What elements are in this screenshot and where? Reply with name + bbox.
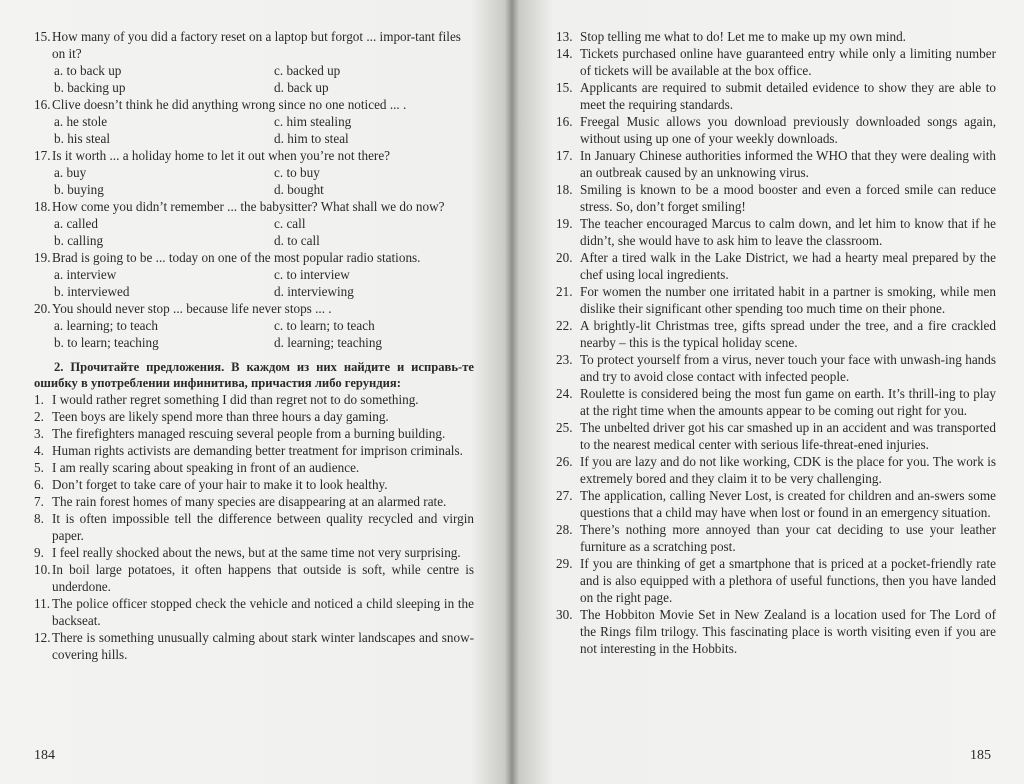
option-c: c. call bbox=[274, 216, 306, 231]
question-stem bbox=[34, 249, 474, 266]
item-number: 4. bbox=[34, 443, 44, 458]
item-number: 5. bbox=[34, 460, 44, 475]
question-number: 19. bbox=[34, 250, 51, 265]
option-d: d. learning; teaching bbox=[274, 335, 383, 350]
item-text: Teen boys are likely spend more than three hours a day gaming. bbox=[52, 409, 389, 424]
task-heading: 2. Прочитайте предложения. В каждом из них найдите и исправь-те ошибку в употреблении инфинитива, причастия либо герундия: bbox=[34, 360, 474, 390]
question-stem bbox=[34, 96, 474, 113]
exercise-item bbox=[556, 249, 996, 283]
answer-options bbox=[34, 266, 474, 300]
option-a: a. learning; to teach bbox=[54, 318, 158, 333]
exercise-item bbox=[556, 317, 996, 351]
option-a: a. buy bbox=[54, 165, 87, 180]
multiple-choice-questions bbox=[34, 28, 474, 351]
item-text: Human rights activists are demanding better treatment for imprison criminals. bbox=[52, 443, 463, 458]
item-text: If you are lazy and do not like working, CDK is the place for you. The work is extremely bored and they claim it to be very challenging. bbox=[580, 454, 996, 486]
item-text: If you are thinking of get a smartphone that is priced at a pocket-friendly rate and is also equipped with a plethora of useful functions, then you have landed on the right page. bbox=[580, 556, 996, 605]
question-text: You should never stop ... because life never stops ... . bbox=[52, 301, 332, 316]
question-text: Clive doesn’t think he did anything wrong since no one noticed ... . bbox=[52, 97, 407, 112]
item-number: 15. bbox=[556, 80, 573, 95]
option-d: d. him to steal bbox=[274, 131, 349, 146]
exercise-item bbox=[556, 453, 996, 487]
item-number: 17. bbox=[556, 148, 573, 163]
item-text: The firefighters managed rescuing several people from a burning building. bbox=[52, 426, 446, 441]
item-text: A brightly-lit Christmas tree, gifts spread under the tree, and a fire crackled nearby – this is the typical holiday scene. bbox=[580, 318, 996, 350]
item-text: The unbelted driver got his car smashed up in an accident and was transported to the nearest medical center with serious life-threat-ened injuries. bbox=[580, 420, 996, 452]
option-a: a. he stole bbox=[54, 114, 108, 129]
item-text: I would rather regret something I did than regret not to do something. bbox=[52, 392, 419, 407]
item-text: I feel really shocked about the news, but at the same time not very surprising. bbox=[52, 545, 461, 560]
exercise-item bbox=[34, 544, 474, 561]
option-b: b. his steal bbox=[54, 131, 111, 146]
item-text: There’s nothing more annoyed than your cat deciding to use your leather furniture as a scratching post. bbox=[580, 522, 996, 554]
exercise-item bbox=[556, 606, 996, 657]
exercise-item bbox=[556, 283, 996, 317]
item-number: 14. bbox=[556, 46, 573, 61]
item-number: 11. bbox=[34, 596, 50, 611]
option-b: b. interviewed bbox=[54, 284, 130, 299]
option-a: a. to back up bbox=[54, 63, 122, 78]
item-number: 26. bbox=[556, 454, 573, 469]
exercise-item bbox=[34, 629, 474, 663]
item-text: I am really scaring about speaking in front of an audience. bbox=[52, 460, 360, 475]
exercise-item bbox=[556, 419, 996, 453]
exercise-item bbox=[556, 113, 996, 147]
question-stem bbox=[34, 198, 474, 215]
item-number: 20. bbox=[556, 250, 573, 265]
question-stem bbox=[34, 147, 474, 164]
item-number: 27. bbox=[556, 488, 573, 503]
item-number: 22. bbox=[556, 318, 573, 333]
answer-options bbox=[34, 164, 474, 198]
item-text: Don’t forget to take care of your hair to make it to look healthy. bbox=[52, 477, 388, 492]
question-text: How many of you did a factory reset on a laptop but forgot ... impor-tant files on it? bbox=[52, 29, 461, 61]
item-number: 13. bbox=[556, 29, 573, 44]
question-number: 18. bbox=[34, 199, 51, 214]
question-block bbox=[34, 249, 474, 300]
option-d: d. interviewing bbox=[274, 284, 354, 299]
option-c: c. backed up bbox=[274, 63, 341, 78]
exercise-item bbox=[34, 391, 474, 408]
item-number: 21. bbox=[556, 284, 573, 299]
question-text: How come you didn’t remember ... the babysitter? What shall we do now? bbox=[52, 199, 445, 214]
item-number: 18. bbox=[556, 182, 573, 197]
question-stem bbox=[34, 300, 474, 317]
question-block bbox=[34, 198, 474, 249]
option-c: c. to interview bbox=[274, 267, 350, 282]
option-d: d. to call bbox=[274, 233, 320, 248]
exercise-item bbox=[556, 521, 996, 555]
left-exercise-items bbox=[34, 391, 474, 663]
item-number: 12. bbox=[34, 630, 51, 645]
option-b: b. buying bbox=[54, 182, 104, 197]
item-number: 28. bbox=[556, 522, 573, 537]
exercise-item bbox=[556, 28, 996, 45]
option-c: c. to buy bbox=[274, 165, 320, 180]
exercise-item bbox=[556, 487, 996, 521]
page-number-left: 184 bbox=[34, 748, 55, 763]
exercise-item bbox=[34, 595, 474, 629]
question-number: 15. bbox=[34, 29, 51, 44]
item-number: 30. bbox=[556, 607, 573, 622]
question-stem bbox=[34, 28, 474, 62]
exercise-item bbox=[556, 181, 996, 215]
option-b: b. backing up bbox=[54, 80, 126, 95]
exercise-item bbox=[556, 351, 996, 385]
question-block bbox=[34, 147, 474, 198]
option-c: c. him stealing bbox=[274, 114, 352, 129]
item-text: It is often impossible tell the difference between quality recycled and virgin paper. bbox=[52, 511, 474, 543]
question-block bbox=[34, 28, 474, 96]
item-number: 23. bbox=[556, 352, 573, 367]
option-c: c. to learn; to teach bbox=[274, 318, 375, 333]
item-number: 24. bbox=[556, 386, 573, 401]
item-number: 3. bbox=[34, 426, 44, 441]
option-b: b. to learn; teaching bbox=[54, 335, 159, 350]
item-text: In January Chinese authorities informed the WHO that they were dealing with an outbreak caused by an unknowing virus. bbox=[580, 148, 996, 180]
item-number: 8. bbox=[34, 511, 44, 526]
exercise-item bbox=[556, 79, 996, 113]
exercise-item bbox=[34, 425, 474, 442]
exercise-item bbox=[34, 408, 474, 425]
exercise-item bbox=[556, 215, 996, 249]
exercise-item bbox=[34, 493, 474, 510]
item-text: The teacher encouraged Marcus to calm down, and let him to know that if he didn’t, she would have to ask him to leave the classroom. bbox=[580, 216, 996, 248]
question-block bbox=[34, 300, 474, 351]
right-page bbox=[556, 28, 996, 657]
option-a: a. called bbox=[54, 216, 98, 231]
item-text: Tickets purchased online have guaranteed entry while only a limiting number of tickets will be available at the box office. bbox=[580, 46, 996, 78]
question-text: Brad is going to be ... today on one of the most popular radio stations. bbox=[52, 250, 421, 265]
answer-options bbox=[34, 62, 474, 96]
option-b: b. calling bbox=[54, 233, 104, 248]
exercise-item bbox=[34, 510, 474, 544]
question-block bbox=[34, 96, 474, 147]
option-d: d. bought bbox=[274, 182, 324, 197]
item-text: The Hobbiton Movie Set in New Zealand is a location used for The Lord of the Rings film trilogy. This fascinating place is worth visiting even if you are not interesting in the Hobbits. bbox=[580, 607, 996, 656]
answer-options bbox=[34, 317, 474, 351]
left-page bbox=[34, 28, 474, 663]
question-text: Is it worth ... a holiday home to let it out when you’re not there? bbox=[52, 148, 391, 163]
exercise-item bbox=[556, 45, 996, 79]
item-number: 19. bbox=[556, 216, 573, 231]
item-text: In boil large potatoes, it often happens that outside is soft, while centre is underdone. bbox=[52, 562, 474, 594]
item-text: There is something unusually calming about stark winter landscapes and snow-covering hills. bbox=[52, 630, 474, 662]
exercise-item bbox=[34, 476, 474, 493]
exercise-item bbox=[34, 442, 474, 459]
item-number: 9. bbox=[34, 545, 44, 560]
item-number: 2. bbox=[34, 409, 44, 424]
item-number: 29. bbox=[556, 556, 573, 571]
page-number-right: 185 bbox=[970, 748, 991, 763]
item-number: 25. bbox=[556, 420, 573, 435]
item-text: Freegal Music allows you download previously downloaded songs again, without using up one of your weekly downloads. bbox=[580, 114, 996, 146]
item-number: 10. bbox=[34, 562, 51, 577]
answer-options bbox=[34, 113, 474, 147]
item-text: Stop telling me what to do! Let me to make up my own mind. bbox=[580, 29, 906, 44]
exercise-item bbox=[556, 555, 996, 606]
item-number: 7. bbox=[34, 494, 44, 509]
item-number: 1. bbox=[34, 392, 44, 407]
item-text: Smiling is known to be a mood booster and even a forced smile can reduce stress. So, don’t forget smiling! bbox=[580, 182, 996, 214]
item-text: After a tired walk in the Lake District, we had a hearty meal prepared by the chef using local ingredients. bbox=[580, 250, 996, 282]
answer-options bbox=[34, 215, 474, 249]
item-number: 6. bbox=[34, 477, 44, 492]
exercise-item bbox=[556, 147, 996, 181]
exercise-item bbox=[556, 385, 996, 419]
question-number: 16. bbox=[34, 97, 51, 112]
item-text: To protect yourself from a virus, never touch your face with unwash-ing hands and try to avoid close contact with infected people. bbox=[580, 352, 996, 384]
option-a: a. interview bbox=[54, 267, 117, 282]
item-text: Roulette is considered being the most fun game on earth. It’s thrill-ing to play at the right time when the amounts appear to be coming out right for you. bbox=[580, 386, 996, 418]
item-text: The application, calling Never Lost, is created for children and an-swers some questions that a child may have when lost or found in an emergency situation. bbox=[580, 488, 996, 520]
right-exercise-items bbox=[556, 28, 996, 657]
question-number: 20. bbox=[34, 301, 51, 316]
item-text: The rain forest homes of many species are disappearing at an alarmed rate. bbox=[52, 494, 447, 509]
item-number: 16. bbox=[556, 114, 573, 129]
item-text: For women the number one irritated habit in a partner is smoking, while men dislike their significant other spending too much time on their phone. bbox=[580, 284, 996, 316]
item-text: Applicants are required to submit detailed evidence to show they are able to meet the requiring standards. bbox=[580, 80, 996, 112]
question-number: 17. bbox=[34, 148, 51, 163]
exercise-item bbox=[34, 561, 474, 595]
item-text: The police officer stopped check the vehicle and noticed a child sleeping in the backseat. bbox=[52, 596, 474, 628]
exercise-item bbox=[34, 459, 474, 476]
option-d: d. back up bbox=[274, 80, 329, 95]
